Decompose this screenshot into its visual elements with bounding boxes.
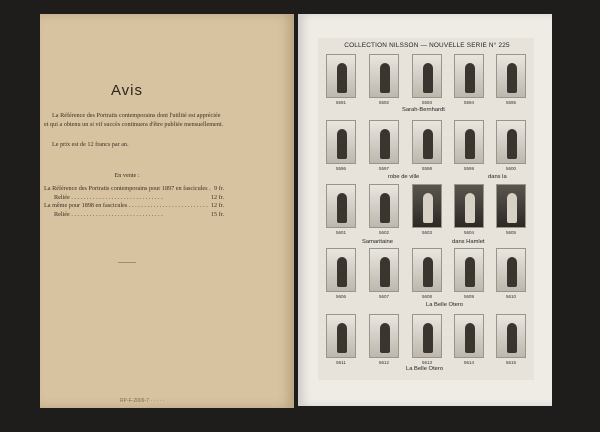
figure-silhouette bbox=[380, 129, 390, 159]
en-vente-heading: En vente : bbox=[114, 172, 140, 179]
figure-silhouette bbox=[337, 193, 347, 223]
photo bbox=[412, 314, 442, 358]
caption-row5: La Belle Otero bbox=[406, 366, 444, 372]
photo bbox=[412, 120, 442, 164]
photo-number: 5604 bbox=[463, 230, 474, 235]
photo-number: 5610 bbox=[505, 294, 516, 299]
figure-silhouette bbox=[380, 323, 390, 353]
figure-silhouette bbox=[423, 257, 433, 287]
photo-number: 5602 bbox=[378, 230, 389, 235]
figure-silhouette bbox=[380, 63, 390, 93]
photo bbox=[496, 248, 526, 292]
page-title: Avis bbox=[110, 82, 144, 99]
photo bbox=[412, 54, 442, 98]
photo bbox=[369, 120, 399, 164]
figure-silhouette bbox=[465, 323, 475, 353]
price-paragraph: Le prix est de 12 francs par an. bbox=[52, 141, 129, 148]
price-label: Reliée . . . bbox=[44, 194, 209, 203]
price-label: La Référence des Portraits contemporains pour 1897 en fascicules . . . bbox=[44, 185, 212, 194]
photo bbox=[412, 184, 442, 228]
price-list bbox=[44, 185, 224, 219]
photo-number: 5612 bbox=[378, 360, 389, 365]
price-amount: 9 fr. bbox=[214, 185, 224, 192]
figure-silhouette bbox=[423, 323, 433, 353]
photo-number: 5599 bbox=[463, 166, 474, 171]
figure-silhouette bbox=[465, 63, 475, 93]
price-label: La même pour 1898 en fascicules . . . bbox=[44, 202, 209, 211]
caption-row3-left: Samaritaine bbox=[362, 239, 393, 245]
photo bbox=[326, 184, 356, 228]
figure-silhouette bbox=[337, 63, 347, 93]
figure-silhouette bbox=[507, 129, 517, 159]
photo-number: 5606 bbox=[335, 294, 346, 299]
photo bbox=[369, 54, 399, 98]
price-amount: 12 fr. bbox=[210, 193, 224, 201]
figure-silhouette bbox=[423, 63, 433, 93]
figure-silhouette bbox=[380, 257, 390, 287]
photo-number: 5611 bbox=[336, 360, 346, 365]
photo bbox=[326, 314, 356, 358]
photo-number: 5601 bbox=[335, 230, 346, 235]
photo bbox=[454, 54, 484, 98]
price-row bbox=[44, 185, 224, 194]
photo bbox=[369, 248, 399, 292]
price-label: Reliée . . . bbox=[44, 211, 209, 220]
figure-silhouette bbox=[507, 323, 517, 353]
caption-row2-right: dans la bbox=[488, 174, 507, 180]
price-row bbox=[44, 194, 224, 203]
photo-number: 5600 bbox=[505, 166, 516, 171]
caption-row3-right: dans Hamlet bbox=[452, 239, 485, 245]
photo bbox=[326, 248, 356, 292]
photo-number: 5605 bbox=[505, 230, 516, 235]
photo bbox=[454, 184, 484, 228]
photo-number: 5603 bbox=[421, 230, 432, 235]
price-row bbox=[44, 211, 224, 220]
photo bbox=[369, 314, 399, 358]
photo bbox=[326, 54, 356, 98]
figure-silhouette bbox=[337, 257, 347, 287]
figure-silhouette bbox=[465, 193, 475, 223]
intro-paragraph: La Référence des Portraits contemporains dont l'utilité est appréciée et qui a obtenu un si vif succès continuera d'être publiée mensuellement. bbox=[44, 112, 224, 128]
photo-number: 5598 bbox=[421, 166, 432, 171]
photo bbox=[496, 120, 526, 164]
photo bbox=[454, 314, 484, 358]
figure-silhouette bbox=[465, 257, 475, 287]
photo bbox=[496, 54, 526, 98]
price-amount: 15 fr. bbox=[210, 210, 224, 218]
photo-number: 5614 bbox=[463, 360, 474, 365]
series-title: COLLECTION NILSSON — NOUVELLE SERIE N° 225 bbox=[344, 42, 510, 49]
photo bbox=[496, 184, 526, 228]
figure-silhouette bbox=[337, 129, 347, 159]
figure-silhouette bbox=[507, 63, 517, 93]
figure-silhouette bbox=[423, 129, 433, 159]
photo-number: 5608 bbox=[421, 294, 432, 299]
footnote: RP-F-2009-7 · · · · · bbox=[120, 398, 165, 404]
photo-number: 5596 bbox=[335, 166, 346, 171]
photo-number: 5594 bbox=[463, 100, 474, 105]
photo-number: 5593 bbox=[421, 100, 432, 105]
photo-number: 5609 bbox=[463, 294, 474, 299]
photo bbox=[496, 314, 526, 358]
photo-number: 5591 bbox=[335, 100, 346, 105]
figure-silhouette bbox=[423, 193, 433, 223]
figure-silhouette bbox=[507, 193, 517, 223]
photo-number: 5592 bbox=[378, 100, 389, 105]
photo bbox=[454, 248, 484, 292]
photo-number: 5615 bbox=[505, 360, 516, 365]
price-amount: 12 fr. bbox=[210, 202, 224, 209]
caption-row1: Sarah-Bernhardt bbox=[402, 107, 445, 113]
divider bbox=[118, 262, 136, 263]
photo bbox=[454, 120, 484, 164]
figure-silhouette bbox=[380, 193, 390, 223]
photo-number: 5595 bbox=[505, 100, 516, 105]
photo bbox=[369, 184, 399, 228]
photo-number: 5607 bbox=[378, 294, 389, 299]
photo bbox=[326, 120, 356, 164]
caption-row2-left: robe de ville bbox=[388, 174, 420, 180]
photo bbox=[412, 248, 442, 292]
figure-silhouette bbox=[465, 129, 475, 159]
figure-silhouette bbox=[337, 323, 347, 353]
figure-silhouette bbox=[507, 257, 517, 287]
photo-number: 5597 bbox=[378, 166, 389, 171]
photo-number: 5613 bbox=[421, 360, 432, 365]
caption-row4: La Belle Otero bbox=[426, 302, 464, 308]
price-row bbox=[44, 202, 224, 211]
